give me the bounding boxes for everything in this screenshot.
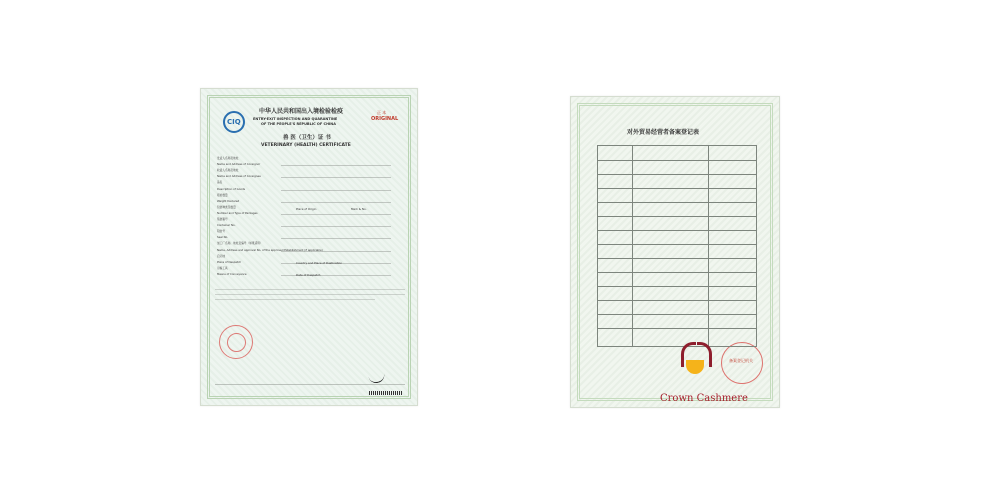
certificate-field-label: Weight Declared xyxy=(217,198,240,203)
certificate-field-label: 运输工具 xyxy=(217,265,228,270)
destination-label: Country and Place of Destination xyxy=(296,261,343,265)
certificate-field-label: 报检数量 xyxy=(217,192,228,197)
certificate-field-label: Place of Despatch xyxy=(217,259,242,264)
original-label-cn: 正 本 xyxy=(377,110,387,115)
certificate-field-label: 品名 xyxy=(217,180,223,185)
certificate-field-label: Means of Conveyance xyxy=(217,271,247,276)
certificate-field-label: Number and Type of Packages xyxy=(217,210,258,215)
certificate-field-label: 发货人名称及地址 xyxy=(217,156,239,160)
certificate-field-label: Name, Address and approval No. of the approved Establishment (if applicable) xyxy=(217,247,323,252)
certificate-field-label: 启运地 xyxy=(217,253,226,258)
place-of-origin-label: Place of Origin xyxy=(296,207,317,211)
cert-heading-cn: 兽 医（卫生）证 书 xyxy=(283,135,331,141)
certificate-field-label: 加工厂名称、地址及编号（如果适用） xyxy=(217,241,263,246)
original-label-en: ORIGINAL xyxy=(371,116,399,122)
date-of-despatch-label: Date of Despatch xyxy=(296,273,321,277)
brand-name: Crown Cashmere xyxy=(660,393,748,404)
cert-title-en-1: ENTRY-EXIT INSPECTION AND QUARANTINE xyxy=(253,117,338,121)
official-seal-icon xyxy=(219,325,253,359)
certificate-field-label: 集装箱号 xyxy=(217,217,228,221)
certificate-field-label: 铅封号 xyxy=(217,229,226,234)
certificate-field-label: 包装种类及数量 xyxy=(217,204,236,209)
ciq-logo-icon xyxy=(223,111,245,133)
cert-heading-en: VETERINARY (HEALTH) CERTIFICATE xyxy=(261,143,351,148)
signature-icon xyxy=(368,372,386,384)
signature-line xyxy=(215,384,405,385)
crown-cashmere-emblem-icon xyxy=(678,338,712,376)
certificate-field-label: Description of Goods xyxy=(217,186,246,191)
certificate-field-label: Container No. xyxy=(217,223,236,228)
registration-table xyxy=(597,145,757,347)
registration-title: 对外贸易经营者备案登记表 xyxy=(627,129,700,136)
cert-title-en-2: OF THE PEOPLE'S REPUBLIC OF CHINA xyxy=(261,122,336,126)
barcode-icon xyxy=(369,391,403,395)
veterinary-certificate xyxy=(200,88,418,406)
mark-label: Mark & No. xyxy=(351,207,367,211)
certificate-field-label: Name and Address of Consignor xyxy=(217,162,261,167)
ciq-logo-text: CIQ xyxy=(227,118,241,126)
certificate-field-label: 收货人名称及地址 xyxy=(217,168,239,173)
certificate-field-label: Seal No. xyxy=(217,235,229,240)
certificate-field-label: Name and Address of Consignee xyxy=(217,174,261,179)
cert-title-cn: 中华人民共和国出入境检验检疫 xyxy=(259,108,344,115)
registration-stamp-label: 备案登记机关 xyxy=(729,358,753,363)
